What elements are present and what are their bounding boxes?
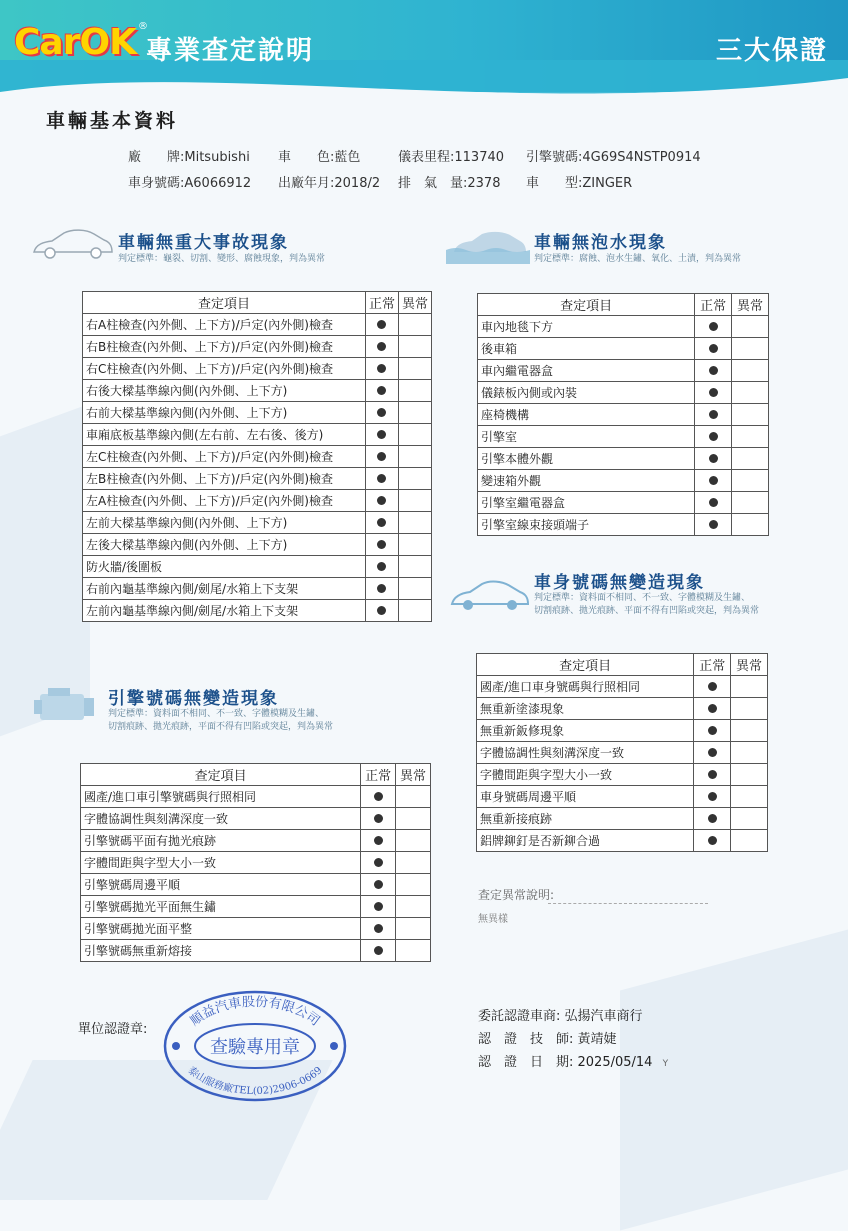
abnormal-note-value: 無異樣 bbox=[478, 914, 508, 925]
abnormal-cell bbox=[731, 742, 768, 764]
check-item-label: 左前內龜基準線內側/劍尾/水箱上下支架 bbox=[83, 600, 366, 622]
table-row bbox=[83, 534, 432, 556]
abnormal-cell bbox=[398, 380, 431, 402]
abnormal-cell bbox=[398, 578, 431, 600]
normal-cell bbox=[695, 470, 732, 492]
check-item-label: 右B柱檢查(內外側、上下方)/戶定(內外側)檢查 bbox=[83, 336, 366, 358]
normal-mark-icon bbox=[377, 562, 386, 571]
normal-mark-icon bbox=[709, 476, 718, 485]
check-item-label: 變速箱外觀 bbox=[478, 470, 695, 492]
check-item-label: 引擎號碼無重新熔接 bbox=[81, 940, 361, 962]
table-row bbox=[477, 676, 768, 698]
table-row bbox=[83, 314, 432, 336]
info-engine-number: 引擎號碼:4G69S4NSTP0914 bbox=[526, 150, 701, 165]
flood-title: 車輛無泡水現象 bbox=[534, 233, 667, 253]
check-item-label: 儀錶板內側或內裝 bbox=[478, 382, 695, 404]
table-row bbox=[81, 940, 431, 962]
abnormal-cell bbox=[731, 676, 768, 698]
abnormal-cell bbox=[732, 338, 769, 360]
abnormal-cell bbox=[732, 426, 769, 448]
normal-mark-icon bbox=[377, 320, 386, 329]
column-header-abnormal: 異常 bbox=[731, 654, 768, 676]
column-header-normal: 正常 bbox=[361, 764, 396, 786]
table-row bbox=[83, 358, 432, 380]
abnormal-cell bbox=[731, 698, 768, 720]
table-row bbox=[477, 742, 768, 764]
table-row bbox=[477, 830, 768, 852]
body-number-table bbox=[476, 653, 768, 852]
note-underline bbox=[548, 903, 708, 904]
normal-cell bbox=[695, 426, 732, 448]
abnormal-cell bbox=[398, 512, 431, 534]
abnormal-cell bbox=[731, 786, 768, 808]
table-row bbox=[478, 404, 769, 426]
normal-cell bbox=[365, 600, 398, 622]
normal-mark-icon bbox=[709, 388, 718, 397]
table-row bbox=[83, 512, 432, 534]
abnormal-cell bbox=[398, 556, 431, 578]
normal-mark-icon bbox=[374, 902, 383, 911]
brand-logo bbox=[14, 20, 148, 64]
check-item-label: 引擎號碼周邊平順 bbox=[81, 874, 361, 896]
normal-cell bbox=[361, 874, 396, 896]
table-row bbox=[477, 720, 768, 742]
check-item-label: 左B柱檢查(內外側、上下方)/戶定(內外側)檢查 bbox=[83, 468, 366, 490]
check-item-label: 左前大樑基準線內側(內外側、上下方) bbox=[83, 512, 366, 534]
abnormal-cell bbox=[398, 468, 431, 490]
normal-cell bbox=[365, 314, 398, 336]
check-item-label: 左C柱檢查(內外側、上下方)/戶定(內外側)檢查 bbox=[83, 446, 366, 468]
normal-cell bbox=[365, 534, 398, 556]
normal-cell bbox=[365, 402, 398, 424]
abnormal-note-label: 查定異常說明: bbox=[478, 888, 555, 902]
normal-cell bbox=[361, 830, 396, 852]
normal-mark-icon bbox=[377, 386, 386, 395]
normal-cell bbox=[694, 742, 731, 764]
abnormal-cell bbox=[396, 940, 431, 962]
flooded-car-icon bbox=[446, 228, 530, 264]
flood-criteria: 判定標準：腐蝕、泡水生鏽、氧化、土漬，判為異常 bbox=[534, 254, 742, 264]
info-color: 車 色:藍色 bbox=[278, 150, 361, 165]
normal-mark-icon bbox=[374, 880, 383, 889]
normal-mark-icon bbox=[374, 946, 383, 955]
normal-mark-icon bbox=[377, 584, 386, 593]
table-row bbox=[83, 380, 432, 402]
accident-title: 車輛無重大事故現象 bbox=[118, 233, 289, 253]
column-header-normal: 正常 bbox=[365, 292, 398, 314]
table-row bbox=[81, 896, 431, 918]
normal-cell bbox=[361, 852, 396, 874]
info-mileage: 儀表里程:113740 bbox=[398, 150, 505, 165]
normal-mark-icon bbox=[709, 432, 718, 441]
normal-mark-icon bbox=[374, 858, 383, 867]
check-item-label: 右前內龜基準線內側/劍尾/水箱上下支架 bbox=[83, 578, 366, 600]
table-row bbox=[478, 470, 769, 492]
check-item-label: 右A柱檢查(內外側、上下方)/戶定(內外側)檢查 bbox=[83, 314, 366, 336]
normal-cell bbox=[695, 492, 732, 514]
abnormal-cell bbox=[398, 490, 431, 512]
table-row bbox=[478, 360, 769, 382]
date-line bbox=[478, 1051, 668, 1070]
normal-cell bbox=[695, 360, 732, 382]
normal-cell bbox=[694, 676, 731, 698]
inspection-seal bbox=[162, 990, 348, 1102]
normal-mark-icon bbox=[377, 606, 386, 615]
abnormal-cell bbox=[731, 808, 768, 830]
seal-company-text: 順益汽車股份有限公司 bbox=[187, 994, 323, 1030]
normal-mark-icon bbox=[377, 430, 386, 439]
check-item-label: 無重新接痕跡 bbox=[477, 808, 694, 830]
check-item-label: 無重新塗漆現象 bbox=[477, 698, 694, 720]
table-row bbox=[477, 698, 768, 720]
abnormal-cell bbox=[398, 424, 431, 446]
normal-mark-icon bbox=[708, 770, 717, 779]
info-brand: 廠 牌:Mitsubishi bbox=[128, 150, 250, 165]
normal-cell bbox=[365, 578, 398, 600]
normal-mark-icon bbox=[708, 792, 717, 801]
check-item-label: 引擎號碼平面有拋光痕跡 bbox=[81, 830, 361, 852]
normal-mark-icon bbox=[377, 408, 386, 417]
table-row bbox=[478, 382, 769, 404]
normal-mark-icon bbox=[377, 518, 386, 527]
check-item-label: 右C柱檢查(內外側、上下方)/戶定(內外側)檢查 bbox=[83, 358, 366, 380]
normal-cell bbox=[361, 896, 396, 918]
column-header-item: 查定項目 bbox=[477, 654, 694, 676]
check-item-label: 左後大樑基準線內側(內外側、上下方) bbox=[83, 534, 366, 556]
normal-mark-icon bbox=[709, 366, 718, 375]
normal-cell bbox=[361, 808, 396, 830]
table-row bbox=[478, 514, 769, 536]
table-row bbox=[83, 600, 432, 622]
table-row bbox=[81, 852, 431, 874]
normal-mark-icon bbox=[377, 452, 386, 461]
abnormal-cell bbox=[398, 402, 431, 424]
column-header-item: 查定項目 bbox=[478, 294, 695, 316]
check-item-label: 字體協調性與刻溝深度一致 bbox=[81, 808, 361, 830]
normal-mark-icon bbox=[374, 836, 383, 845]
info-displacement: 排 氣 量:2378 bbox=[398, 176, 501, 191]
table-row bbox=[83, 556, 432, 578]
normal-cell bbox=[694, 698, 731, 720]
basic-info-title: 車輛基本資料 bbox=[46, 110, 179, 132]
normal-mark-icon bbox=[374, 924, 383, 933]
abnormal-cell bbox=[396, 852, 431, 874]
table-row bbox=[478, 338, 769, 360]
check-item-label: 國產/進口車引擎號碼與行照相同 bbox=[81, 786, 361, 808]
normal-cell bbox=[361, 940, 396, 962]
check-item-label: 鋁牌鉚釘是否新鉚合過 bbox=[477, 830, 694, 852]
table-row bbox=[83, 490, 432, 512]
abnormal-cell bbox=[732, 382, 769, 404]
table-row bbox=[81, 874, 431, 896]
table-row bbox=[478, 492, 769, 514]
check-item-label: 右後大樑基準線內側(內外側、上下方) bbox=[83, 380, 366, 402]
check-item-label: 引擎本體外觀 bbox=[478, 448, 695, 470]
registered-mark: ® bbox=[137, 20, 148, 32]
technician-line: 認 證 技 師: 黃靖婕 bbox=[478, 1032, 617, 1047]
abnormal-cell bbox=[396, 830, 431, 852]
normal-mark-icon bbox=[377, 364, 386, 373]
normal-mark-icon bbox=[709, 498, 718, 507]
check-item-label: 車廂底板基準線內側(左右前、左右後、後方) bbox=[83, 424, 366, 446]
normal-mark-icon bbox=[708, 836, 717, 845]
background-shape bbox=[620, 929, 848, 1230]
check-item-label: 車內繼電器盒 bbox=[478, 360, 695, 382]
normal-mark-icon bbox=[374, 814, 383, 823]
normal-mark-icon bbox=[709, 322, 718, 331]
logo-text: CarOK bbox=[14, 21, 136, 63]
normal-cell bbox=[365, 380, 398, 402]
check-item-label: 字體協調性與刻溝深度一致 bbox=[477, 742, 694, 764]
column-header-abnormal: 異常 bbox=[398, 292, 431, 314]
table-row bbox=[83, 402, 432, 424]
table-row bbox=[83, 468, 432, 490]
column-header-abnormal: 異常 bbox=[396, 764, 431, 786]
abnormal-cell bbox=[732, 492, 769, 514]
normal-mark-icon bbox=[708, 726, 717, 735]
table-row bbox=[478, 426, 769, 448]
certification-date: 認 證 日 期: 2025/05/14 bbox=[478, 1055, 653, 1070]
engine-icon bbox=[30, 684, 100, 728]
table-row bbox=[478, 448, 769, 470]
check-item-label: 引擎號碼拋光平面無生鏽 bbox=[81, 896, 361, 918]
normal-cell bbox=[361, 918, 396, 940]
normal-mark-icon bbox=[708, 814, 717, 823]
body-number-criteria-2: 切割痕跡、拋光痕跡、平面不得有凹陷或突起，判為異常 bbox=[534, 606, 760, 616]
header-guarantee: 三大保證 bbox=[715, 36, 828, 66]
abnormal-cell bbox=[396, 918, 431, 940]
table-row bbox=[83, 424, 432, 446]
abnormal-cell bbox=[732, 470, 769, 492]
unit-seal-label: 單位認證章: bbox=[78, 1022, 148, 1037]
car-frame-icon bbox=[446, 578, 530, 614]
normal-cell bbox=[365, 424, 398, 446]
engine-number-title: 引擎號碼無變造現象 bbox=[108, 689, 279, 709]
check-item-label: 防火牆/後圍板 bbox=[83, 556, 366, 578]
dealer-line: 委託認證車商: 弘揚汽車商行 bbox=[478, 1009, 643, 1024]
date-suffix: Y bbox=[662, 1059, 669, 1069]
table-row bbox=[83, 336, 432, 358]
engine-number-table bbox=[80, 763, 431, 962]
column-header-item: 查定項目 bbox=[81, 764, 361, 786]
car-outline-icon bbox=[30, 226, 114, 262]
abnormal-cell bbox=[398, 358, 431, 380]
check-item-label: 國產/進口車身號碼與行照相同 bbox=[477, 676, 694, 698]
normal-cell bbox=[695, 316, 732, 338]
normal-mark-icon bbox=[374, 792, 383, 801]
normal-cell bbox=[695, 448, 732, 470]
abnormal-cell bbox=[732, 360, 769, 382]
normal-cell bbox=[361, 786, 396, 808]
abnormal-cell bbox=[398, 314, 431, 336]
table-row bbox=[83, 446, 432, 468]
check-item-label: 左A柱檢查(內外側、上下方)/戶定(內外側)檢查 bbox=[83, 490, 366, 512]
normal-mark-icon bbox=[709, 344, 718, 353]
info-model: 車 型:ZINGER bbox=[526, 176, 633, 191]
normal-cell bbox=[365, 512, 398, 534]
table-row bbox=[81, 786, 431, 808]
normal-cell bbox=[365, 490, 398, 512]
normal-mark-icon bbox=[708, 704, 717, 713]
body-number-title: 車身號碼無變造現象 bbox=[534, 573, 705, 593]
normal-mark-icon bbox=[708, 682, 717, 691]
normal-cell bbox=[694, 830, 731, 852]
table-row bbox=[477, 764, 768, 786]
seal-center-text: 查驗專用章 bbox=[210, 1037, 300, 1058]
check-item-label: 座椅機構 bbox=[478, 404, 695, 426]
abnormal-cell bbox=[396, 896, 431, 918]
table-row bbox=[83, 578, 432, 600]
normal-cell bbox=[365, 358, 398, 380]
abnormal-cell bbox=[398, 336, 431, 358]
column-header-normal: 正常 bbox=[695, 294, 732, 316]
check-item-label: 車內地毯下方 bbox=[478, 316, 695, 338]
table-row bbox=[477, 808, 768, 830]
check-item-label: 引擎室線束接頭端子 bbox=[478, 514, 695, 536]
normal-cell bbox=[695, 338, 732, 360]
check-item-label: 右前大樑基準線內側(內外側、上下方) bbox=[83, 402, 366, 424]
table-row bbox=[81, 918, 431, 940]
engine-number-criteria-2: 切割痕跡、拋光痕跡，平面不得有凹陷或突起，判為異常 bbox=[108, 722, 334, 732]
normal-cell bbox=[695, 514, 732, 536]
check-item-label: 後車箱 bbox=[478, 338, 695, 360]
table-row bbox=[477, 786, 768, 808]
check-item-label: 引擎室 bbox=[478, 426, 695, 448]
info-body-number: 車身號碼:A6066912 bbox=[128, 176, 252, 191]
abnormal-cell bbox=[398, 534, 431, 556]
normal-mark-icon bbox=[709, 454, 718, 463]
table-row bbox=[478, 316, 769, 338]
abnormal-cell bbox=[732, 448, 769, 470]
normal-mark-icon bbox=[709, 410, 718, 419]
abnormal-cell bbox=[732, 514, 769, 536]
abnormal-cell bbox=[732, 316, 769, 338]
check-item-label: 引擎號碼拋光面平整 bbox=[81, 918, 361, 940]
column-header-normal: 正常 bbox=[694, 654, 731, 676]
abnormal-cell bbox=[396, 786, 431, 808]
seal-branch-text: 泰山服務廠TEL(02)2906-0669 bbox=[185, 1064, 325, 1098]
table-row bbox=[81, 830, 431, 852]
normal-mark-icon bbox=[377, 474, 386, 483]
body-number-criteria-1: 判定標準：資料面不相同、不一致、字體模糊及生鏽、 bbox=[534, 593, 751, 603]
abnormal-cell bbox=[398, 446, 431, 468]
abnormal-cell bbox=[732, 404, 769, 426]
abnormal-cell bbox=[398, 600, 431, 622]
column-header-item: 查定項目 bbox=[83, 292, 366, 314]
info-year: 出廠年月:2018/2 bbox=[278, 176, 381, 191]
abnormal-cell bbox=[731, 830, 768, 852]
engine-number-criteria-1: 判定標準：資料面不相同、不一致、字體模糊及生鏽、 bbox=[108, 709, 325, 719]
abnormal-cell bbox=[731, 720, 768, 742]
normal-mark-icon bbox=[377, 540, 386, 549]
abnormal-cell bbox=[396, 874, 431, 896]
accident-table bbox=[82, 291, 432, 622]
normal-mark-icon bbox=[709, 520, 718, 529]
normal-cell bbox=[695, 404, 732, 426]
check-item-label: 字體間距與字型大小一致 bbox=[81, 852, 361, 874]
check-item-label: 無重新鈑修現象 bbox=[477, 720, 694, 742]
normal-cell bbox=[365, 468, 398, 490]
normal-cell bbox=[365, 336, 398, 358]
normal-cell bbox=[365, 556, 398, 578]
normal-cell bbox=[694, 764, 731, 786]
column-header-abnormal: 異常 bbox=[732, 294, 769, 316]
check-item-label: 字體間距與字型大小一致 bbox=[477, 764, 694, 786]
normal-mark-icon bbox=[377, 496, 386, 505]
normal-cell bbox=[365, 446, 398, 468]
normal-cell bbox=[694, 720, 731, 742]
table-row bbox=[81, 808, 431, 830]
normal-cell bbox=[695, 382, 732, 404]
normal-cell bbox=[694, 786, 731, 808]
abnormal-cell bbox=[396, 808, 431, 830]
flood-table bbox=[477, 293, 769, 536]
abnormal-cell bbox=[731, 764, 768, 786]
check-item-label: 車身號碼周邊平順 bbox=[477, 786, 694, 808]
normal-mark-icon bbox=[377, 342, 386, 351]
normal-mark-icon bbox=[708, 748, 717, 757]
accident-criteria: 判定標準：龜裂、切割、變形、腐蝕現象，判為異常 bbox=[118, 254, 326, 264]
normal-cell bbox=[694, 808, 731, 830]
header-title: 專業查定說明 bbox=[146, 36, 315, 66]
check-item-label: 引擎室繼電器盒 bbox=[478, 492, 695, 514]
